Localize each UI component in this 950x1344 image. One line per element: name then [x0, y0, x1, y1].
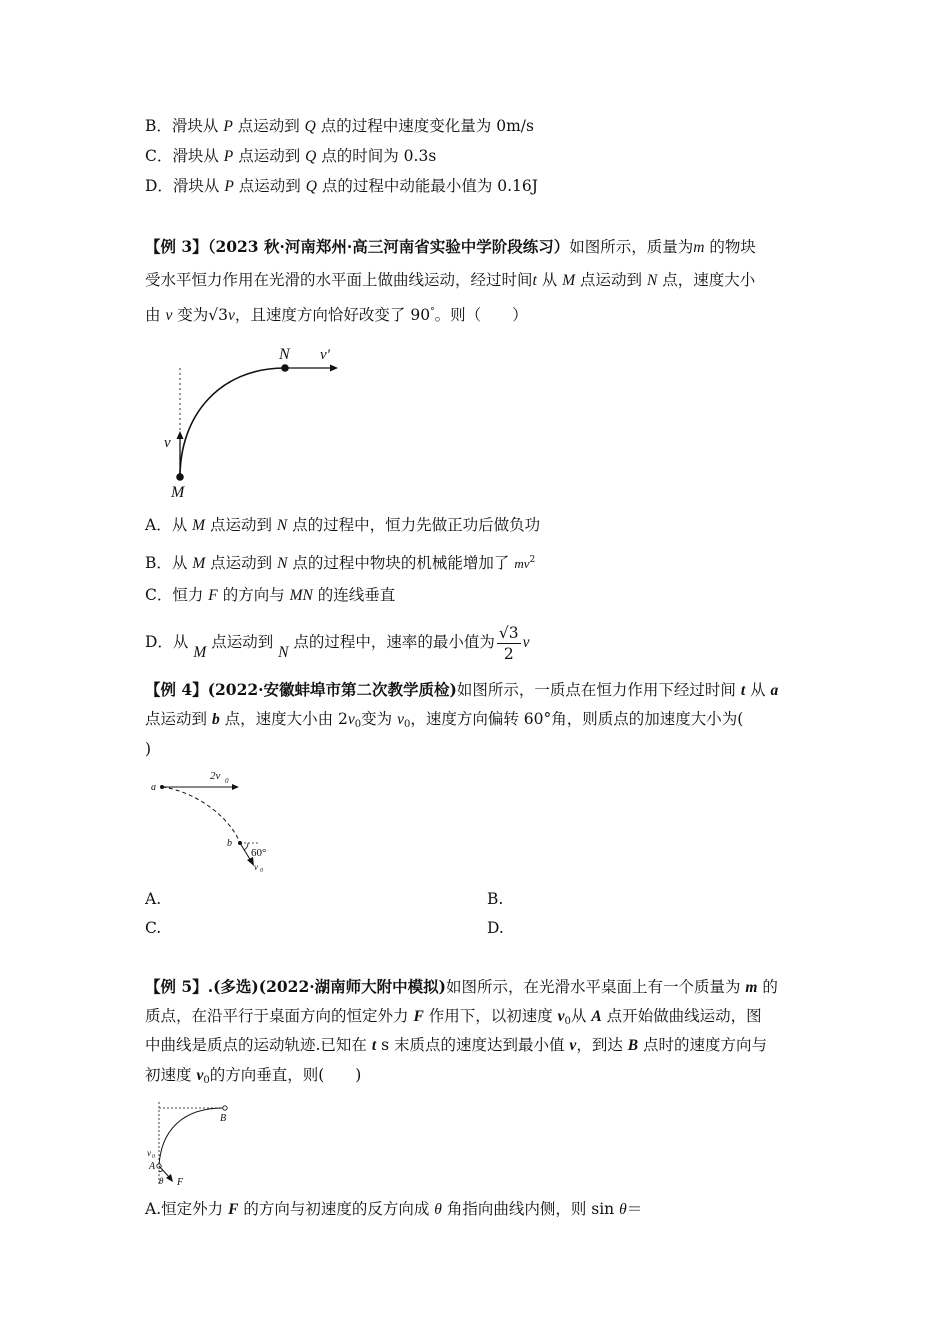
ex4-option-d	[487, 916, 504, 940]
subscript: 0	[225, 777, 229, 785]
var-t: t	[371, 1037, 377, 1054]
example-source: (2022·安徽蚌埠市第二次教学质检)	[207, 680, 457, 699]
var-theta: θ	[434, 1201, 442, 1218]
label-theta: θ	[159, 1176, 164, 1186]
ex4-stem-line-1	[145, 678, 778, 703]
text: s 末质点的速度达到最小值	[376, 1036, 570, 1054]
degree-sign: °	[430, 307, 435, 317]
text: 点运动到	[233, 147, 306, 165]
var-t: t	[740, 682, 746, 699]
ex4-option-b	[487, 887, 503, 911]
label-2v0: 2v	[210, 770, 221, 782]
text: 点运动到	[232, 117, 305, 135]
text: B．滑块从	[145, 117, 224, 135]
text: C．恒力	[145, 586, 209, 604]
example-source: (2022·湖南师大附中模拟)	[258, 977, 446, 996]
ex3-stem-line-1	[145, 235, 756, 260]
ex2-option-b	[145, 114, 534, 139]
label-a: a	[151, 782, 156, 793]
exponent: 2	[529, 555, 536, 565]
text: 点运动到	[206, 633, 279, 651]
var-n-point: N	[277, 555, 288, 572]
label-v0: v	[147, 1148, 151, 1158]
text: 从	[745, 681, 771, 699]
text: 的	[757, 978, 778, 996]
ex3-option-b	[145, 548, 535, 576]
var-v: v	[569, 1037, 577, 1054]
ex5-stem-line-3	[145, 1033, 767, 1058]
ex3-figure	[160, 340, 360, 505]
var-v: v	[347, 711, 355, 728]
example-tag: 【例 3】	[145, 237, 208, 256]
ex3-stem-line-2	[145, 268, 755, 293]
ex4-option-c	[145, 916, 161, 940]
ex5-stem-line-4	[145, 1063, 361, 1093]
trajectory-curve	[159, 1108, 223, 1166]
text: 的方向垂直，则( )	[209, 1066, 362, 1084]
text: ，到达	[576, 1036, 628, 1054]
example-tag: 【例 4】	[145, 680, 208, 699]
var-v: v	[397, 711, 404, 728]
label-m: M	[171, 484, 185, 501]
equals-sign: ＝	[626, 1200, 643, 1218]
text: D．从	[145, 633, 194, 651]
trajectory-curve	[162, 787, 240, 843]
text: 变为	[172, 306, 209, 324]
text: )	[145, 740, 152, 758]
var-f: F	[228, 1201, 239, 1218]
var-b: b	[211, 711, 220, 728]
var-f: F	[208, 587, 218, 604]
label-b: b	[227, 838, 232, 849]
var-q: Q	[304, 118, 316, 135]
text: 点，速度大小	[657, 271, 756, 289]
text: 受水平恒力作用在光滑的水平面上做曲线运动，经过时间	[145, 271, 533, 289]
text: 质点，在沿平行于桌面方向的恒定外力	[145, 1007, 414, 1025]
subscript: 0	[260, 868, 263, 874]
text: 角指向曲线内侧，则 sin	[441, 1200, 620, 1218]
text: 的物块	[704, 238, 756, 256]
text: A.恒定外力	[145, 1200, 229, 1218]
text: 点运动到	[575, 271, 647, 289]
example-tag: 【例 5】	[145, 977, 208, 996]
var-t: t	[532, 272, 537, 289]
sqrt-3: √3	[208, 306, 229, 324]
point-n	[281, 364, 289, 372]
label-b: B	[220, 1113, 227, 1124]
var-m-point: M	[562, 272, 576, 289]
var-m-point: M	[192, 555, 206, 572]
var-q: Q	[305, 148, 317, 165]
ex5-stem-line-1	[145, 975, 778, 1000]
arrow-head	[232, 784, 239, 790]
point-b	[223, 1106, 227, 1110]
subscript: 0	[203, 1075, 210, 1086]
text: C．滑块从	[145, 147, 224, 165]
text: 如图所示，质量为	[569, 238, 694, 256]
label-v-prime: v′	[320, 347, 330, 363]
text: 点的过程中物块的机械能增加了	[287, 554, 515, 572]
ex2-option-d	[145, 174, 538, 199]
text: 的连线垂直	[312, 586, 396, 604]
subscript: 0	[404, 719, 411, 730]
option-label: D.	[487, 919, 504, 937]
var-m-point: M	[193, 644, 207, 661]
angle-arc	[244, 843, 248, 850]
text: 从	[536, 271, 563, 289]
var-m: m	[745, 979, 758, 996]
var-mv: mv	[514, 556, 530, 571]
subscript: 0	[354, 719, 362, 730]
text: 点运动到	[205, 516, 277, 534]
fraction	[497, 623, 521, 664]
angle-arc	[159, 1170, 163, 1172]
ex4-figure	[150, 765, 290, 880]
var-n-point: N	[646, 272, 658, 289]
var-v: v	[165, 307, 173, 324]
text: 初速度	[145, 1066, 197, 1084]
text: 点的过程中，速率的最小值为	[288, 633, 495, 651]
subscript: 0	[152, 1154, 155, 1160]
var-v: v	[228, 307, 235, 324]
ex5-figure	[145, 1098, 255, 1193]
label-v0: v	[254, 862, 258, 872]
ex4-stem-line-3	[145, 737, 151, 761]
text: ，速度方向偏转 60°角，则质点的加速度大小为(	[410, 710, 744, 728]
text: 点，速度大小由 2	[219, 710, 348, 728]
text: D．滑块从	[145, 177, 225, 195]
text: 中曲线是质点的运动轨迹.已知在	[145, 1036, 372, 1054]
denominator: 2	[503, 644, 514, 663]
text: 点运动到	[145, 710, 212, 728]
example-source: （2023 秋·河南郑州·高三河南省实验中学阶段练习）	[207, 237, 570, 256]
text: 点的过程中速度变化量为 0m/s	[315, 117, 534, 135]
option-label: A.	[145, 890, 162, 908]
multi-select-tag: .(多选)	[207, 977, 259, 996]
text: 变为	[361, 710, 398, 728]
var-v: v	[522, 634, 530, 651]
text: 点运动到	[233, 177, 306, 195]
option-label: B.	[487, 890, 504, 908]
ex5-option-a	[145, 1197, 642, 1222]
var-n-point: N	[278, 644, 289, 661]
label-a: A	[149, 1161, 156, 1172]
text: 作用下，以初速度	[423, 1007, 558, 1025]
ex3-stem-line-3	[145, 300, 528, 328]
text: 由	[145, 306, 166, 324]
text: A．从	[145, 516, 193, 534]
ex5-stem-line-2	[145, 1004, 762, 1034]
var-p: P	[223, 118, 233, 135]
option-label: C.	[145, 919, 162, 937]
point-m	[176, 473, 184, 481]
ex3-option-c	[145, 583, 395, 608]
ex4-option-a	[145, 887, 161, 911]
arrow-head	[177, 431, 184, 439]
var-f: F	[413, 1008, 424, 1025]
label-n: N	[279, 346, 290, 363]
var-a: a	[770, 682, 779, 699]
ex3-option-d	[145, 622, 530, 664]
label-angle: 60°	[251, 847, 267, 859]
var-a-point: A	[591, 1008, 602, 1025]
text: 如图所示，一质点在恒力作用下经过时间	[456, 681, 741, 699]
var-b-point: B	[627, 1037, 639, 1054]
text: 如图所示，在光滑水平桌面上有一个质量为	[445, 978, 746, 996]
text: 点开始做曲线运动，图	[601, 1007, 762, 1025]
var-mn: MN	[289, 587, 313, 604]
var-m: m	[693, 239, 705, 256]
var-theta: θ	[619, 1201, 627, 1218]
arrow-head	[330, 365, 338, 372]
var-q: Q	[305, 178, 317, 195]
var-m-point: M	[192, 517, 206, 534]
text: 的方向与	[217, 586, 290, 604]
text: 点运动到	[205, 554, 278, 572]
var-n-point: N	[276, 517, 288, 534]
text: 点的时间为 0.3s	[316, 147, 437, 165]
text: 的方向与初速度的反方向成	[238, 1200, 435, 1218]
text: 从	[570, 1007, 592, 1025]
subscript: 0	[564, 1016, 571, 1027]
ex2-option-c	[145, 144, 436, 169]
var-v: v	[557, 1008, 565, 1025]
text: 点的过程中，恒力先做正功后做负功	[287, 516, 541, 534]
label-f: F	[177, 1177, 184, 1188]
var-v: v	[196, 1067, 204, 1084]
var-p: P	[223, 148, 234, 165]
v0-arrow	[240, 843, 251, 861]
text: 。则（ ）	[434, 306, 528, 324]
text: ，且速度方向恰好改变了 90	[234, 306, 431, 324]
text: 点的过程中动能最小值为 0.16J	[316, 177, 538, 195]
trajectory-curve	[180, 368, 285, 477]
var-p: P	[224, 178, 234, 195]
ex3-option-a	[145, 513, 540, 538]
text: B．从	[145, 554, 193, 572]
label-v: v	[164, 435, 171, 451]
text: 点时的速度方向与	[638, 1036, 768, 1054]
ex4-stem-line-2	[145, 707, 743, 737]
numerator: √3	[498, 623, 519, 642]
